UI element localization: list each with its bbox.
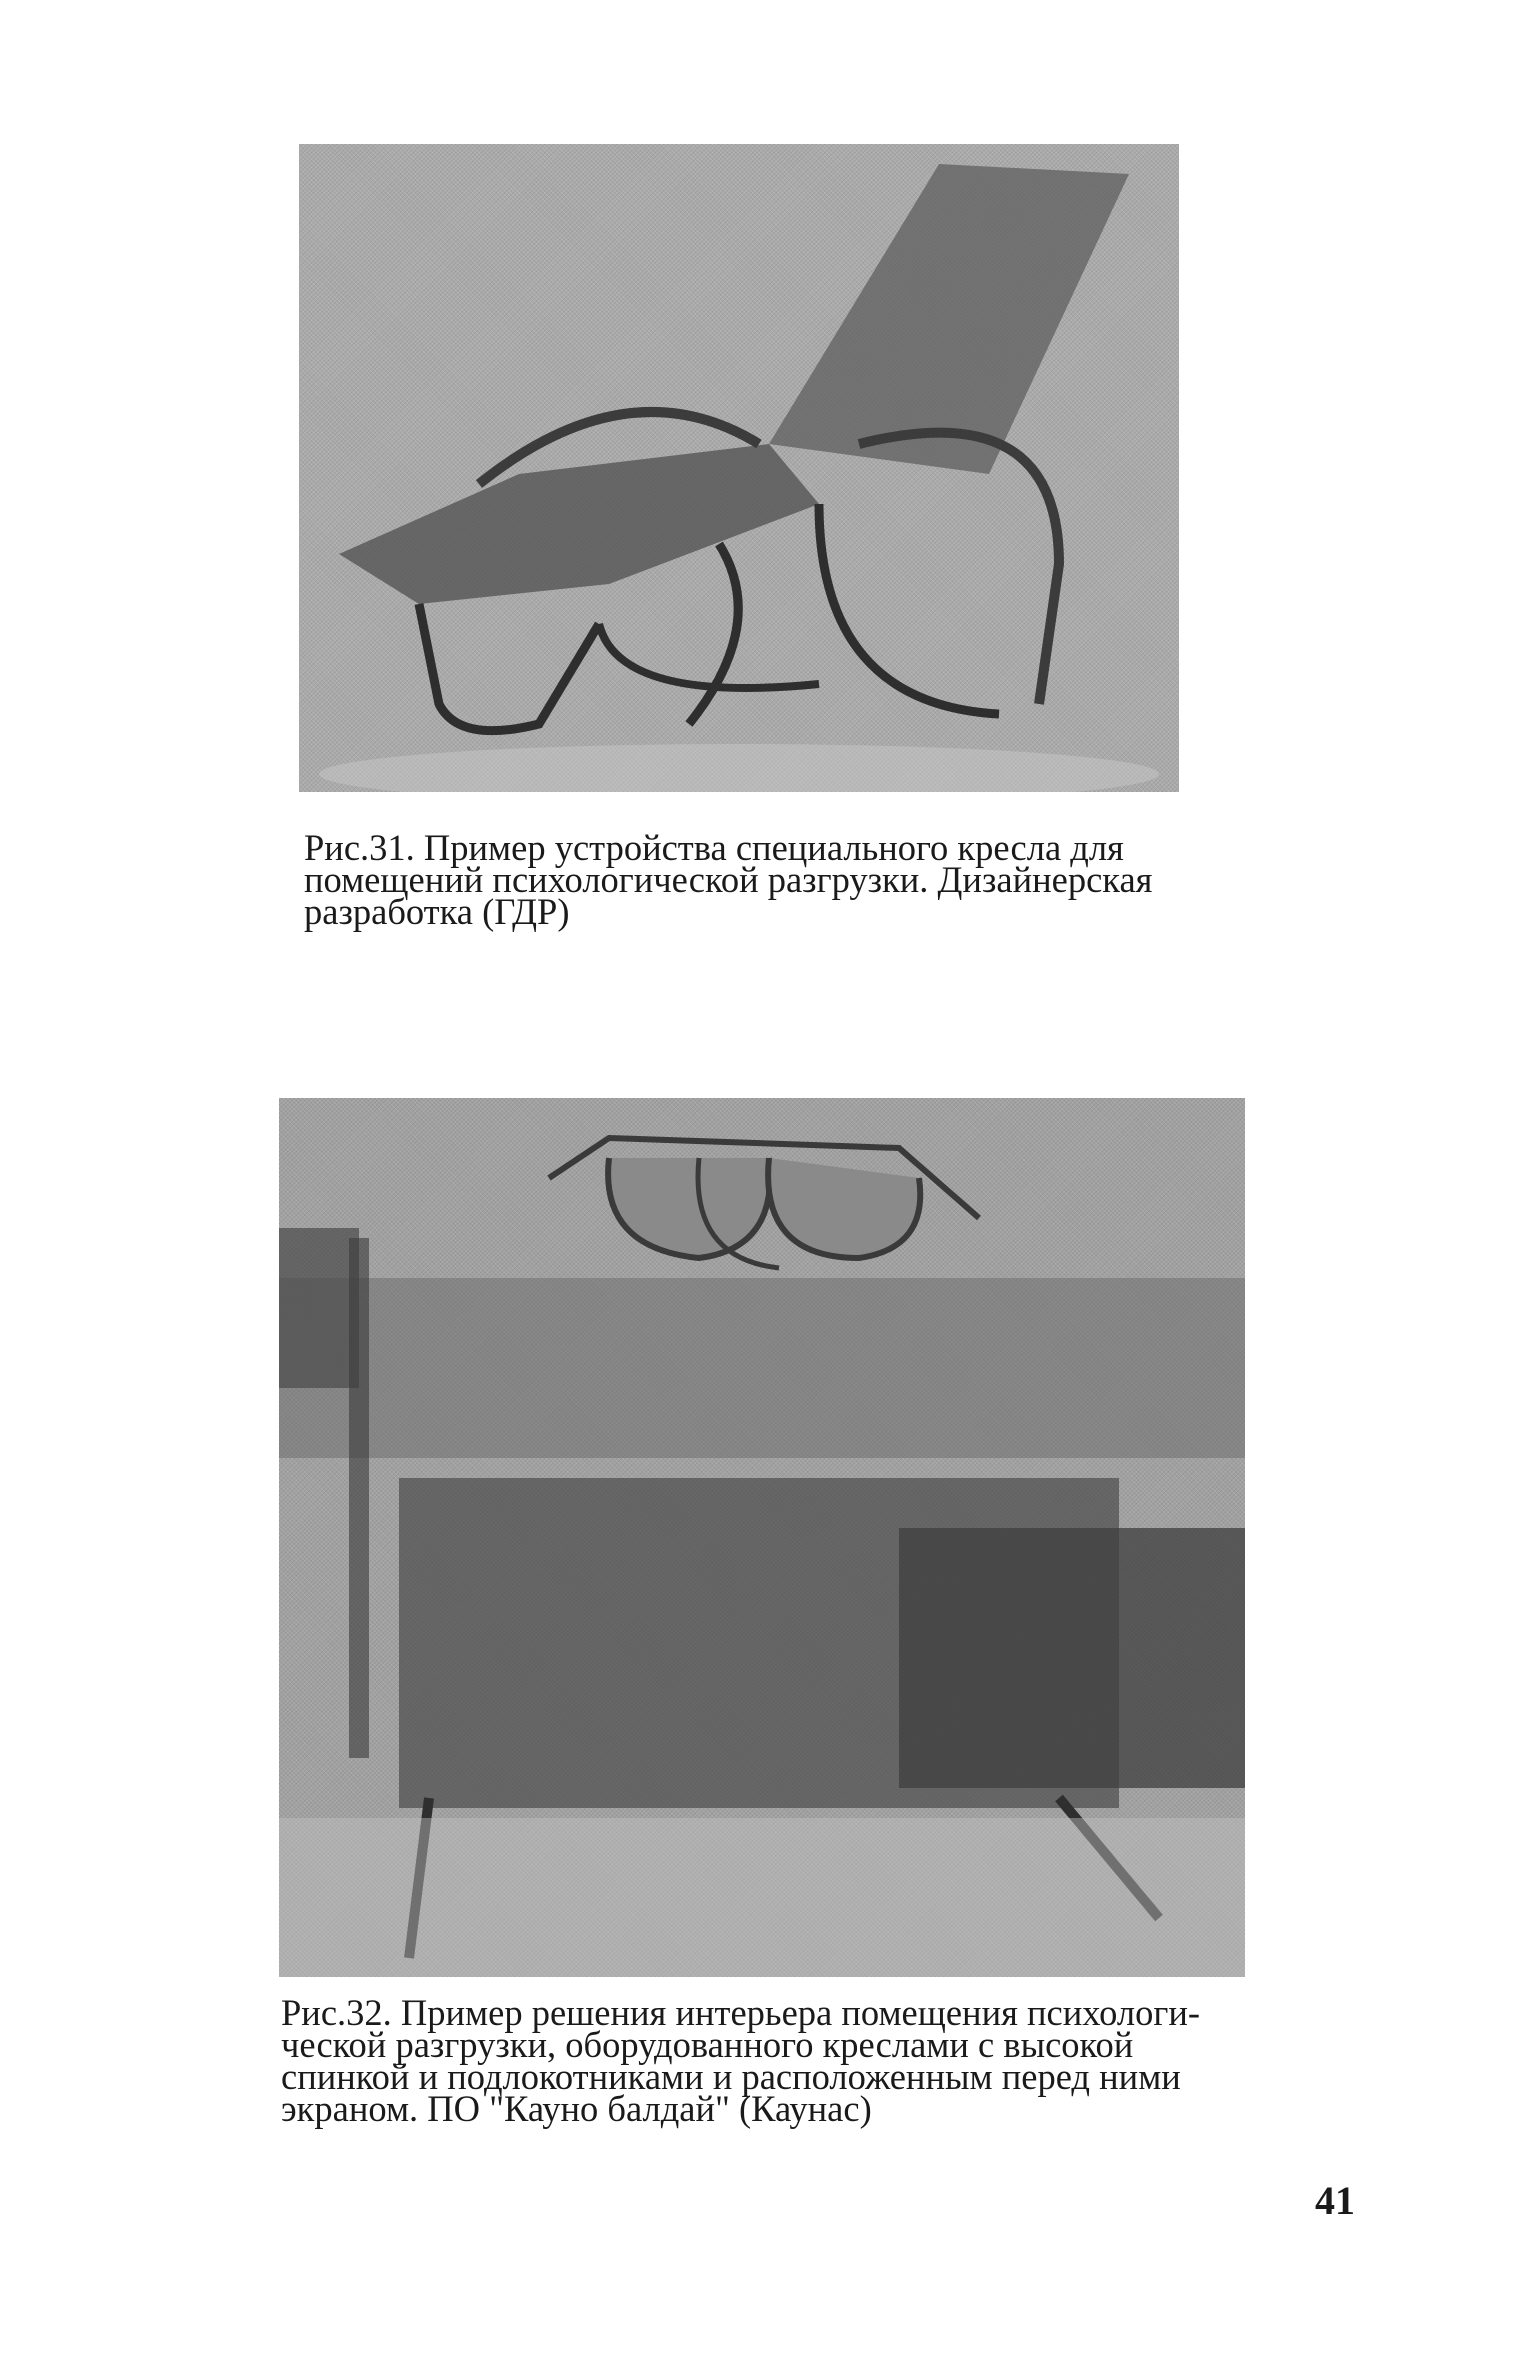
lounge-chair-illustration bbox=[299, 144, 1179, 792]
caption-line: Рис.31. Пример устройства специального кресла для bbox=[304, 827, 1124, 868]
figure-31-photo bbox=[299, 144, 1179, 792]
caption-line: Рис.32. Пример решения интерьера помещения психологи- bbox=[281, 1992, 1201, 2033]
caption-line: спинкой и подлокотниками и расположенным перед ними bbox=[281, 2056, 1181, 2097]
caption-line: помещений психологической разгрузки. Дизайнерская bbox=[304, 859, 1153, 900]
caption-line: разработка (ГДР) bbox=[304, 891, 570, 932]
caption-line: ческой разгрузки, оборудованного креслами с высокой bbox=[281, 2024, 1134, 2065]
room-interior-illustration bbox=[279, 1098, 1245, 1977]
figure-31-caption bbox=[304, 827, 1172, 932]
figure-32-caption bbox=[281, 1992, 1241, 2129]
page-number: 41 bbox=[1315, 2178, 1355, 2223]
figure-32-photo bbox=[279, 1098, 1245, 1977]
caption-line: экраном. ПО "Кауно балдай" (Каунас) bbox=[281, 2088, 872, 2129]
